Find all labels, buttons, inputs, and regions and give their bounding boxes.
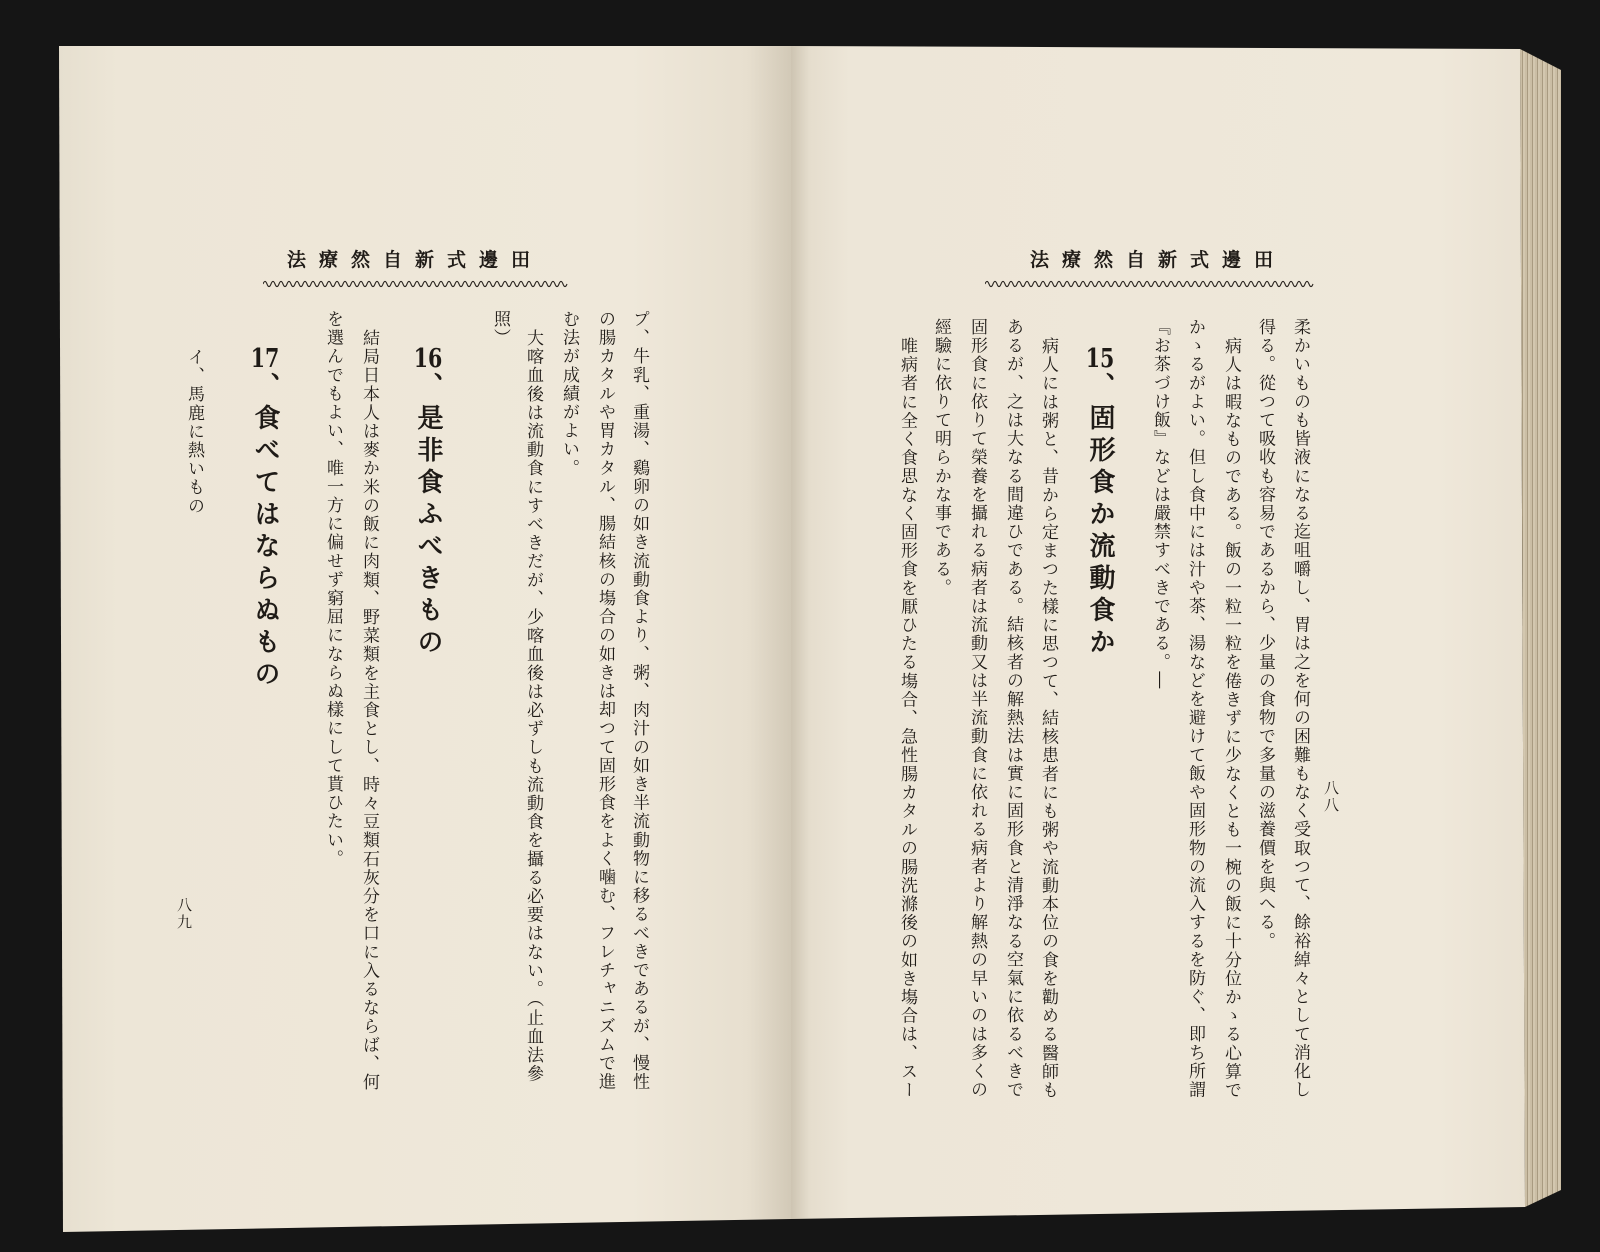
page-number: 八八 — [1322, 780, 1340, 814]
text-column: プ、牛乳、重湯、鷄卵の如き流動食より、粥、肉汁の如き半流動物に移るべきであるが、慢性 — [629, 310, 649, 1092]
text-column: 結局日本人は麥か米の飯に肉類、野菜類を主食とし、時々豆類石灰分を口に入るならば、何 — [359, 329, 379, 1092]
text-column: かゝるがよい。但し食中には汁や茶、湯などを避けて飯や固形物の流入するを防ぐ、即ち所謂 — [1185, 318, 1205, 1100]
running-header: 田邊式新自然療法 — [286, 249, 543, 271]
page-edges — [1520, 49, 1561, 1207]
section-separator: 、 — [413, 372, 443, 404]
text-column: 經驗に依りて明らかな事である。 — [931, 318, 951, 597]
page-number: 八九 — [175, 897, 193, 931]
text-column: 照） — [490, 310, 510, 348]
text-column: む法が成績がよい。 — [559, 310, 579, 478]
text-column: 固形食に依りて榮養を攝れる病者は流動又は半流動食に依れる病者より解熱の早いのは多くの — [967, 318, 987, 1100]
text-column: 唯病者に全く食思なく固形食を厭ひたる塲合、急性腸カタルの腸洗滌後の如き塲合は、スー — [897, 337, 917, 1100]
text-column: 得る。從つて吸收も容易であるから、少量の食物で多量の滋養價を與へる。 — [1255, 318, 1275, 951]
section-heading — [1085, 346, 1115, 660]
text-column: 大喀血後は流動食にすべきだが、少喀血後は必ずしも流動食を攝る必要はない。（止血法參 — [523, 329, 543, 1084]
wavy-rule — [263, 279, 573, 289]
section-number: 17 — [250, 346, 280, 372]
text-column: の腸カタルや胃カタル、腸結核の塲合の如きは却つて固形食をよく噛む、フレチャニズムで進 — [595, 310, 615, 1092]
text-column: 病人は暇なものである。飯の一粒一粒を倦きずに少なくとも一椀の飯に十分位かゝる心算で — [1221, 337, 1241, 1100]
section-number: 16 — [413, 346, 443, 372]
section-separator: 、 — [250, 372, 280, 404]
text-column: 『お茶づけ飯』などは嚴禁すべきである。― — [1150, 318, 1170, 690]
text-column: あるが、之は大なる間違ひである。結核者の解熱法は實に固形食と清淨なる空氣に依るべきで — [1003, 318, 1023, 1100]
section-heading — [250, 346, 280, 692]
text-column: 柔かいものも皆液になる迄咀嚼し、胃は之を何の困難もなく受取つて、餘裕綽々として消化し — [1290, 318, 1310, 1100]
list-item: イ、馬鹿に熱いもの — [184, 348, 204, 516]
text-column: を選んでもよい、唯一方に偏せず窮屈にならぬ樣にして貰ひたい。 — [323, 310, 343, 868]
wavy-rule-line — [263, 281, 567, 286]
text-column: 病人には粥と、昔から定まつた樣に思つて、結核患者にも粥や流動本位の食を勸める醫師も — [1038, 337, 1058, 1100]
wavy-rule-line — [985, 281, 1313, 286]
section-separator: 、 — [1085, 372, 1115, 404]
section-heading — [413, 346, 443, 660]
section-number: 15 — [1085, 346, 1115, 372]
running-header: 田邊式新自然療法 — [1029, 249, 1286, 271]
section-title: 固形食か流動食か — [1085, 404, 1115, 660]
wavy-rule — [985, 279, 1316, 289]
section-title: 食べてはならぬもの — [250, 404, 280, 692]
section-title: 是非食ふべきもの — [413, 404, 443, 660]
